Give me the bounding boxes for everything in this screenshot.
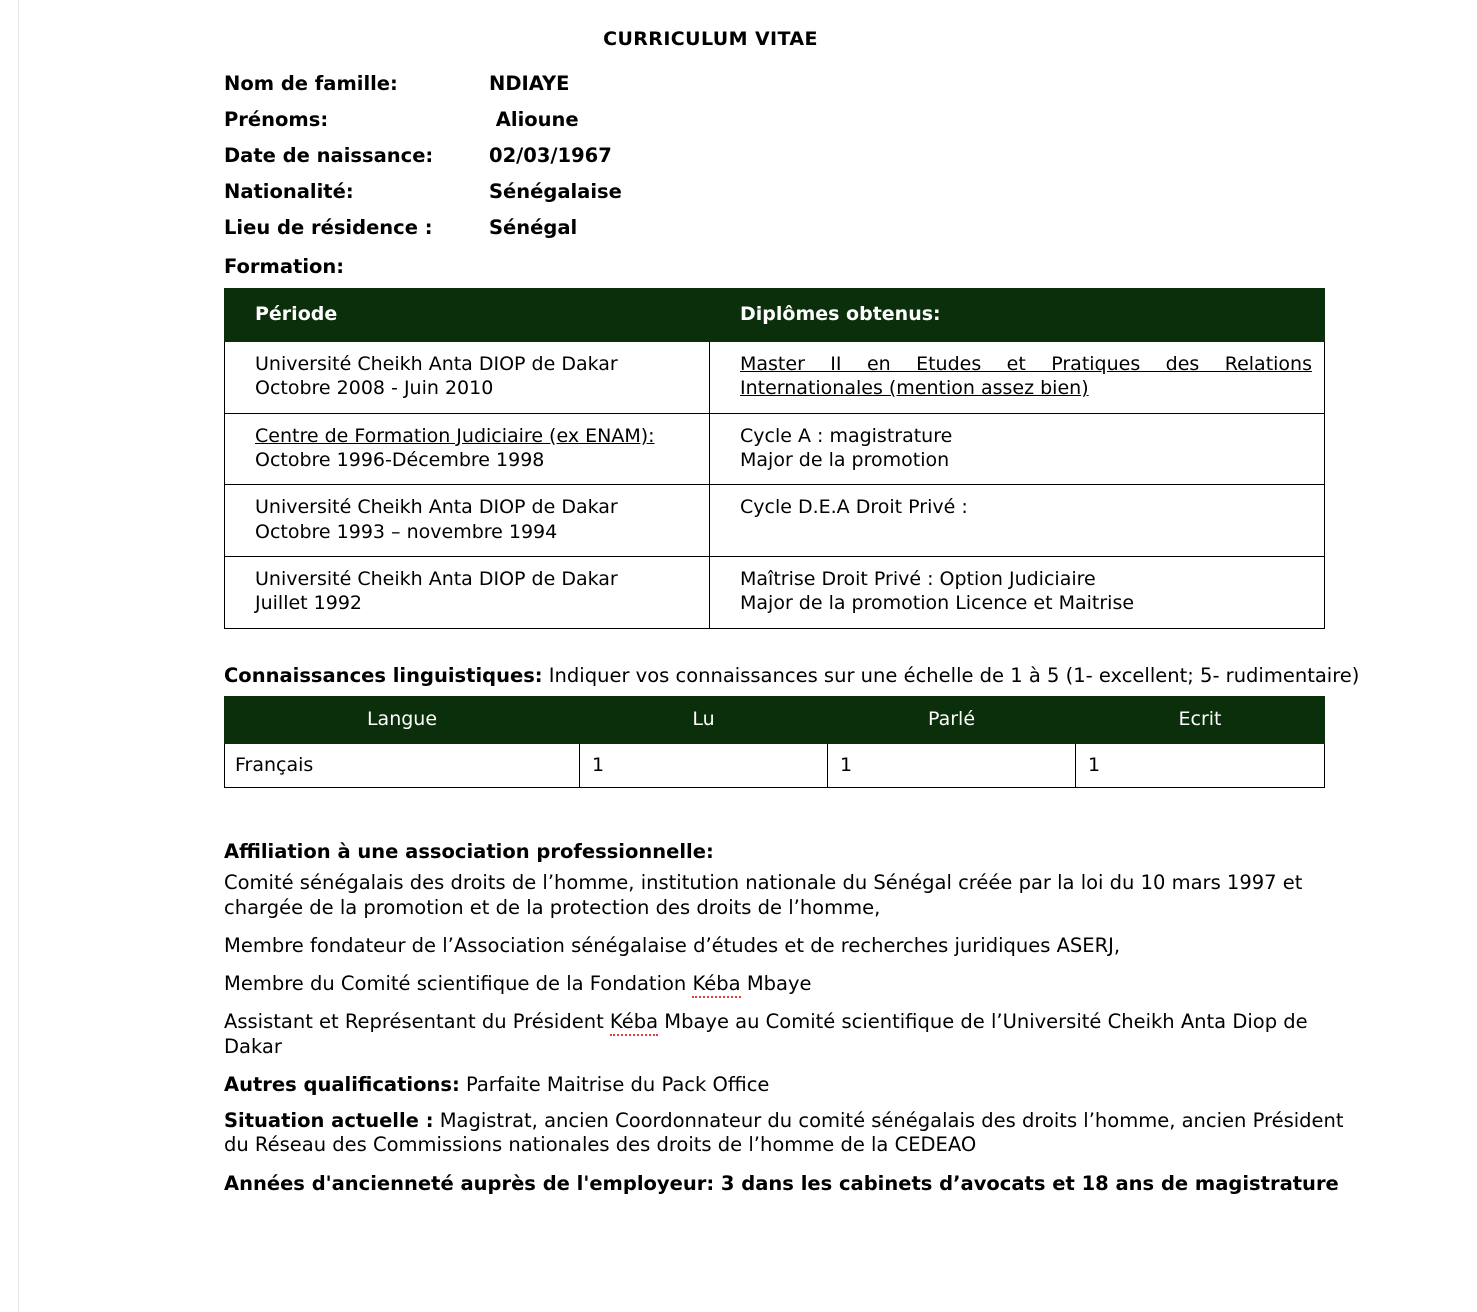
identity-row-nom <box>224 72 1367 95</box>
languages-cell-parle: 1 <box>828 743 1076 787</box>
languages-heading <box>224 663 1367 688</box>
table-row <box>225 743 1325 787</box>
text-after-keba: Mbaye au Comité scientifique de l’Université Cheikh Anta Diop de Dakar <box>224 1009 1308 1058</box>
identity-row-lieu-residence <box>224 216 1367 239</box>
languages-header-ecrit: Ecrit <box>1076 696 1325 743</box>
affiliation-paragraph <box>224 1010 1367 1060</box>
section-spacer <box>224 788 1367 840</box>
formation-period-cell: Université Cheikh Anta DIOP de Dakar Octobre 2008 - Juin 2010 <box>225 342 710 414</box>
formation-diploma-cell: Cycle D.E.A Droit Privé : <box>710 485 1325 557</box>
spellcheck-underlined-word: Kéba <box>610 1010 658 1036</box>
text-before-keba: Membre du Comité scientifique de la Fondation <box>224 971 693 995</box>
formation-table <box>224 288 1325 629</box>
languages-header-row <box>225 696 1325 743</box>
current-situation-label: Situation actuelle : <box>224 1108 434 1132</box>
languages-cell-lu: 1 <box>580 743 828 787</box>
other-qualifications-value: Parfaite Maitrise du Pack Office <box>459 1072 770 1096</box>
identity-value: Alioune <box>489 108 579 131</box>
page-title: CURRICULUM VITAE <box>603 28 818 50</box>
table-row <box>225 413 1325 485</box>
formation-diploma-cell: Cycle A : magistrature Major de la promotion <box>710 413 1325 485</box>
identity-label: Lieu de résidence : <box>224 216 433 239</box>
formation-header-diplomes: Diplômes obtenus: <box>710 289 1325 342</box>
affiliation-paragraph: Comité sénégalais des droits de l’homme, institution nationale du Sénégal créée par la loi du 10 mars 1997 et chargée de la promotion et de la protection des droits de l’homme, <box>224 870 1303 919</box>
formation-diploma-cell: Master II en Etudes et Pratiques des Relations Internationales (mention assez bien) <box>710 342 1325 414</box>
formation-diploma-cell: Maîtrise Droit Privé : Option Judiciaire Major de la promotion Licence et Maitrise <box>710 556 1325 628</box>
identity-row-date-naissance <box>224 144 1367 167</box>
languages-cell-ecrit: 1 <box>1076 743 1325 787</box>
formation-header-row <box>225 289 1325 342</box>
languages-header-lu: Lu <box>580 696 828 743</box>
identity-value: Sénégalaise <box>489 180 622 203</box>
document-left-gutter <box>0 0 19 1312</box>
table-row <box>225 485 1325 557</box>
languages-header-langue: Langue <box>225 696 580 743</box>
formation-period-cell: Université Cheikh Anta DIOP de Dakar Juillet 1992 <box>225 556 710 628</box>
table-row <box>225 342 1325 414</box>
formation-header-periode: Période <box>225 289 710 342</box>
languages-heading-rest: Indiquer vos connaissances sur une échelle de 1 à 5 (1- excellent; 5- rudimentaire) <box>542 663 1360 687</box>
document-page <box>19 0 1477 1312</box>
seniority-line: Années d'ancienneté auprès de l'employeur: 3 dans les cabinets d’avocats et 18 ans de magistrature <box>224 1172 1339 1196</box>
current-situation-line <box>224 1109 1367 1159</box>
identity-row-nationalite <box>224 180 1367 203</box>
affiliation-paragraph: Membre fondateur de l’Association sénégalaise d’études et de recherches juridiques ASERJ, <box>224 933 1121 957</box>
current-situation-value: Magistrat, ancien Coordonnateur du comité sénégalais des droits l’homme, ancien Président du Réseau des Commissions nationales des droits de l’homme de la CEDEAO <box>224 1108 1344 1157</box>
text-after-keba: Mbaye <box>740 971 812 995</box>
affiliation-paragraph <box>224 972 1367 997</box>
identity-label: Nom de famille: <box>224 72 398 95</box>
identity-row-prenoms <box>224 108 1367 131</box>
text-before-keba: Assistant et Représentant du Président <box>224 1009 610 1033</box>
document-body <box>19 0 1477 1195</box>
languages-cell-langue: Français <box>225 743 580 787</box>
identity-value: NDIAYE <box>489 72 570 95</box>
identity-label: Date de naissance: <box>224 144 434 167</box>
languages-heading-bold: Connaissances linguistiques: <box>224 663 543 687</box>
identity-label: Nationalité: <box>224 180 354 203</box>
languages-table <box>224 696 1325 788</box>
identity-value: Sénégal <box>489 216 578 239</box>
table-row <box>225 556 1325 628</box>
other-qualifications-label: Autres qualifications: <box>224 1072 460 1096</box>
formation-period-cell: Centre de Formation Judiciaire (ex ENAM): Octobre 1996-Décembre 1998 <box>225 413 710 485</box>
affiliation-heading: Affiliation à une association professionnelle: <box>224 839 714 863</box>
languages-header-parle: Parlé <box>828 696 1076 743</box>
formation-period-cell: Université Cheikh Anta DIOP de Dakar Octobre 1993 – novembre 1994 <box>225 485 710 557</box>
identity-value: 02/03/1967 <box>489 144 612 167</box>
formation-label: Formation: <box>224 255 345 278</box>
other-qualifications-line <box>224 1073 1367 1098</box>
identity-label: Prénoms: <box>224 108 329 131</box>
spellcheck-underlined-word: Kéba <box>692 972 740 998</box>
